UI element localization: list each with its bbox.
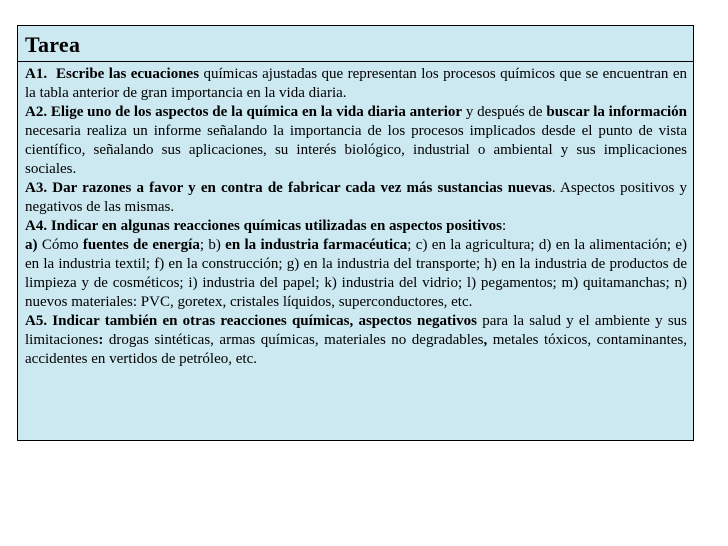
activity-a5 bbox=[25, 312, 687, 369]
a1-bold: Escribe las ecuaciones bbox=[56, 66, 200, 82]
a5-text3: metales tóxicos, contaminantes, accidentes en vertidos de petróleo, etc. bbox=[25, 332, 687, 367]
a2-bold2: buscar la información bbox=[546, 104, 687, 120]
a3-text: . Aspectos positivos y negativos de las mismas. bbox=[25, 180, 688, 215]
task-body bbox=[18, 62, 693, 369]
activity-a1 bbox=[25, 65, 687, 103]
a1-label: A1. bbox=[25, 66, 48, 82]
task-box bbox=[17, 25, 694, 441]
a5-text2: drogas sintéticas, armas químicas, materiales no degradables bbox=[103, 332, 484, 348]
a4-rest: ; c) en la agricultura; d) en la alimentación; e) en la industria textil; f) en la construcción; g) en la industria del transporte; h) en la industria de productos de limpieza y de cosméticos; i) industria del papel; k) industria del vidrio; l) pegamentos; m) quitamanchas; n) nuevos materiales: PVC, goretex, cristales líquidos, superconductores, etc. bbox=[25, 237, 687, 310]
a1-text: químicas ajustadas que representan los procesos químicos que se encuentran en la tabla anterior de gran importancia en la vida diaria. bbox=[25, 66, 688, 101]
a4-a-bold: fuentes de energía bbox=[82, 237, 200, 253]
activity-a4 bbox=[25, 217, 687, 312]
a4-b-text: ; b) bbox=[199, 237, 226, 253]
activity-a3 bbox=[25, 179, 687, 217]
a4-b-bold: en la industria farmacéutica bbox=[225, 237, 408, 253]
a5-text1: para la salud y el ambiente y sus limitaciones bbox=[25, 313, 688, 348]
a5-bold: A5. Indicar también en otras reacciones químicas, aspectos negativos bbox=[25, 313, 477, 329]
a2-text1: y después de bbox=[462, 104, 547, 120]
a5-comma: , bbox=[483, 332, 488, 348]
a5-colon: : bbox=[98, 332, 104, 348]
a4-bold: A4. Indicar en algunas reacciones químicas utilizadas en aspectos positivos bbox=[25, 218, 502, 234]
activity-a2 bbox=[25, 103, 687, 179]
a2-text2: necesaria realiza un informe señalando la importancia de los procesos implicados desde el punto de vista científico, señalando sus aplicaciones, su interés biológico, industrial o ambiental y sus implicaciones sociales. bbox=[25, 123, 687, 177]
a2-bold1: A2. Elige uno de los aspectos de la química en la vida diaria anterior bbox=[25, 104, 463, 120]
task-title: Tarea bbox=[18, 26, 693, 62]
a4-colon: : bbox=[501, 218, 507, 234]
a3-bold: A3. Dar razones a favor y en contra de fabricar cada vez más sustancias nuevas bbox=[25, 180, 552, 196]
a4-a-text: Cómo bbox=[37, 237, 83, 253]
a4-a-label: a) bbox=[25, 237, 38, 253]
